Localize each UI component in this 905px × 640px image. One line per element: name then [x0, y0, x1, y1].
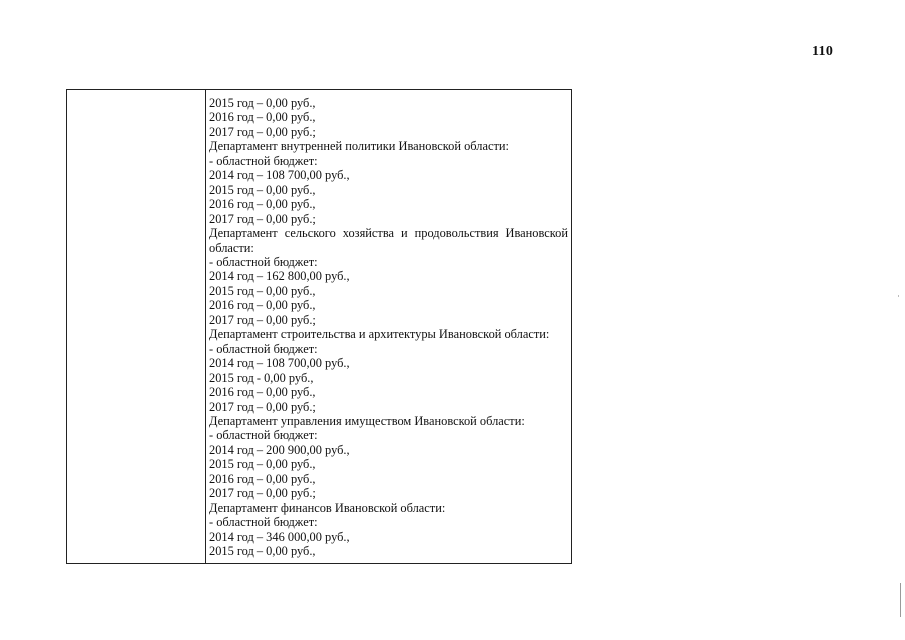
text-line: - областной бюджет:	[209, 153, 318, 168]
text-line: 2016 год – 0,00 руб.,	[209, 197, 316, 212]
department-heading: Департамент строительства и архитектуры Ивановской области:	[209, 327, 550, 342]
text-line: 2017 год – 0,00 руб.;	[209, 124, 316, 139]
text-line: - областной бюджет:	[209, 341, 318, 356]
text-line: 2014 год – 346 000,00 руб.,	[209, 529, 350, 544]
funding-table	[66, 89, 572, 564]
page-number: 110	[812, 44, 834, 59]
table-left-cell	[67, 90, 206, 563]
text-line: 2015 год - 0,00 руб.,	[209, 370, 314, 385]
text-line: 2014 год – 108 700,00 руб.,	[209, 356, 350, 371]
department-heading: Департамент управления имуществом Ивановской области:	[209, 413, 525, 428]
text-line: 2015 год – 0,00 руб.,	[209, 96, 316, 110]
text-line: 2014 год – 200 900,00 руб.,	[209, 442, 350, 457]
text-line: 2016 год – 0,00 руб.,	[209, 110, 316, 125]
text-line: 2017 год – 0,00 руб.;	[209, 312, 316, 327]
text-line: 2017 год – 0,00 руб.;	[209, 486, 316, 501]
text-line: 2015 год – 0,00 руб.,	[209, 182, 316, 197]
department-heading: Департамент внутренней политики Ивановской области:	[209, 139, 509, 154]
text-line: 2017 год – 0,00 руб.;	[209, 399, 316, 414]
text-line: 2016 год – 0,00 руб.,	[209, 298, 316, 313]
text-line: - областной бюджет:	[209, 428, 318, 443]
department-heading: Департамент финансов Ивановской области:	[209, 500, 446, 515]
text-line: - областной бюджет:	[209, 254, 318, 269]
text-line: 2014 год – 162 800,00 руб.,	[209, 269, 350, 284]
text-line: 2014 год – 108 700,00 руб.,	[209, 168, 350, 183]
text-line: области:	[209, 240, 254, 255]
text-line: - областной бюджет:	[209, 515, 318, 530]
text-line: 2017 год – 0,00 руб.;	[209, 211, 316, 226]
scan-artifact-line	[900, 583, 901, 617]
text-line: 2016 год – 0,00 руб.,	[209, 471, 316, 486]
scan-artifact-dot	[898, 295, 899, 297]
department-heading: Департамент сельского хозяйства и продовольствия Ивановской	[209, 226, 568, 241]
text-line: 2015 год – 0,00 руб.,	[209, 544, 316, 559]
text-line: 2015 год – 0,00 руб.,	[209, 283, 316, 298]
text-line: 2015 год – 0,00 руб.,	[209, 457, 316, 472]
table-right-cell	[206, 90, 571, 563]
text-line: 2016 год – 0,00 руб.,	[209, 385, 316, 400]
